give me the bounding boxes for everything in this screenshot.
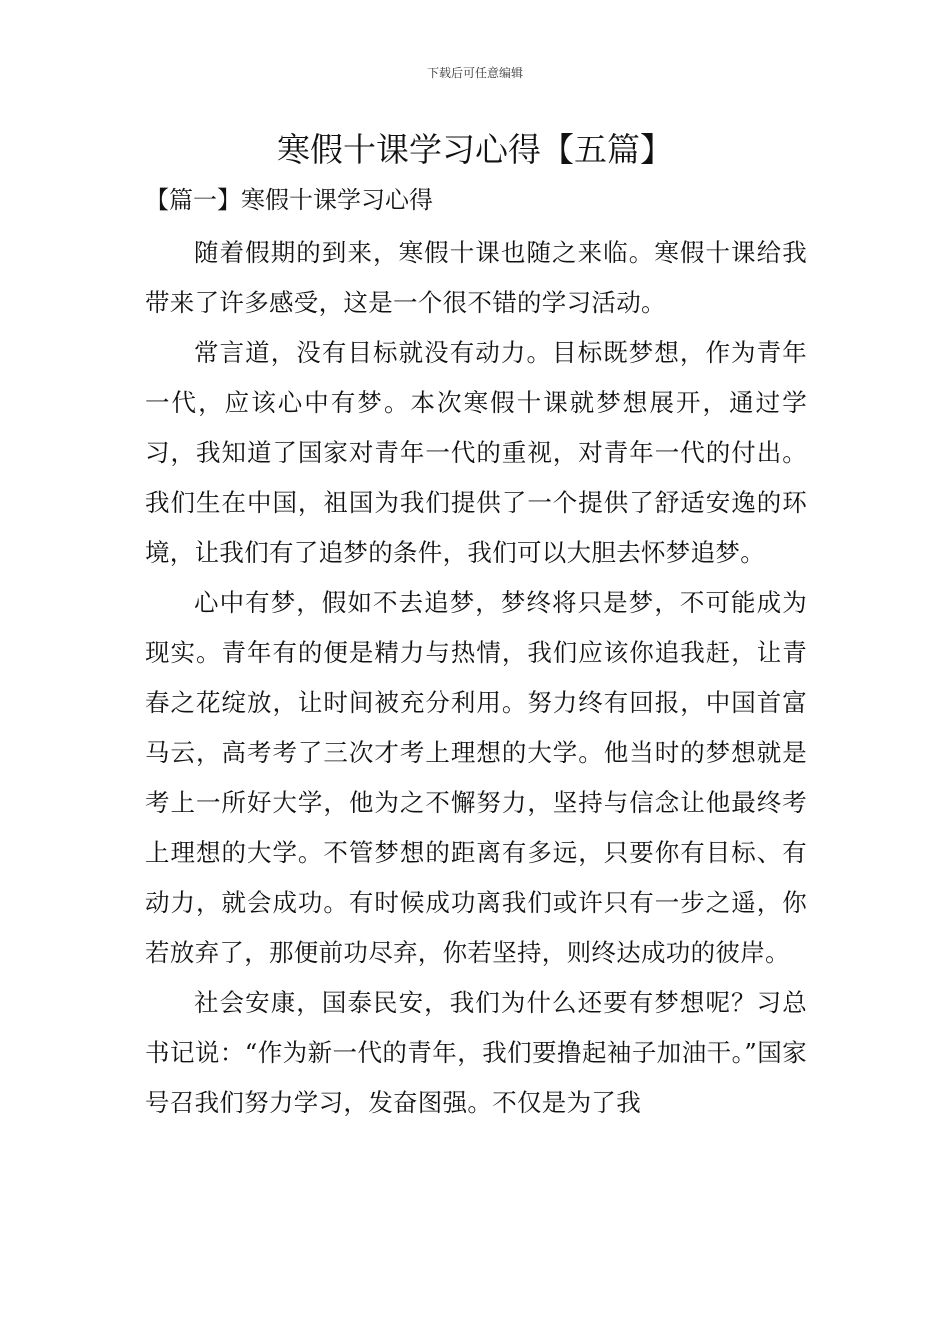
- paragraph-3: 心中有梦，假如不去追梦，梦终将只是梦，不可能成为现实。青年有的便是精力与热情，我们应该你追我赶，让青春之花绽放，让时间被充分利用。努力终有回报，中国首富马云，高考考了三次才考上理想的大学。他当时的梦想就是考上一所好大学，他为之不懈努力，坚持与信念让他最终考上理想的大学。不管梦想的距离有多远，只要你有目标、有动力，就会成功。有时候成功离我们或许只有一步之遥，你若放弃了，那便前功尽弃，你若坚持，则终达成功的彼岸。: [145, 588, 807, 967]
- document-body: [145, 228, 807, 1128]
- paragraph-2: 常言道，没有目标就没有动力。目标既梦想，作为青年一代，应该心中有梦。本次寒假十课就梦想展开，通过学习，我知道了国家对青年一代的重视，对青年一代的付出。我们生在中国，祖国为我们提供了一个提供了舒适安逸的环境，让我们有了追梦的条件，我们可以大胆去怀梦追梦。: [145, 338, 807, 567]
- header-note: 下载后可任意编辑: [426, 66, 523, 80]
- section-heading: 【篇一】寒假十课学习心得: [145, 186, 433, 214]
- document-title: 寒假十课学习心得【五篇】: [277, 130, 673, 169]
- paragraph-1: 随着假期的到来，寒假十课也随之来临。寒假十课给我带来了许多感受，这是一个很不错的学习活动。: [145, 238, 807, 317]
- paragraph-4: 社会安康，国泰民安，我们为什么还要有梦想呢？习总书记说：“作为新一代的青年，我们要撸起袖子加油干。”国家号召我们努力学习，发奋图强。不仅是为了我: [145, 988, 807, 1117]
